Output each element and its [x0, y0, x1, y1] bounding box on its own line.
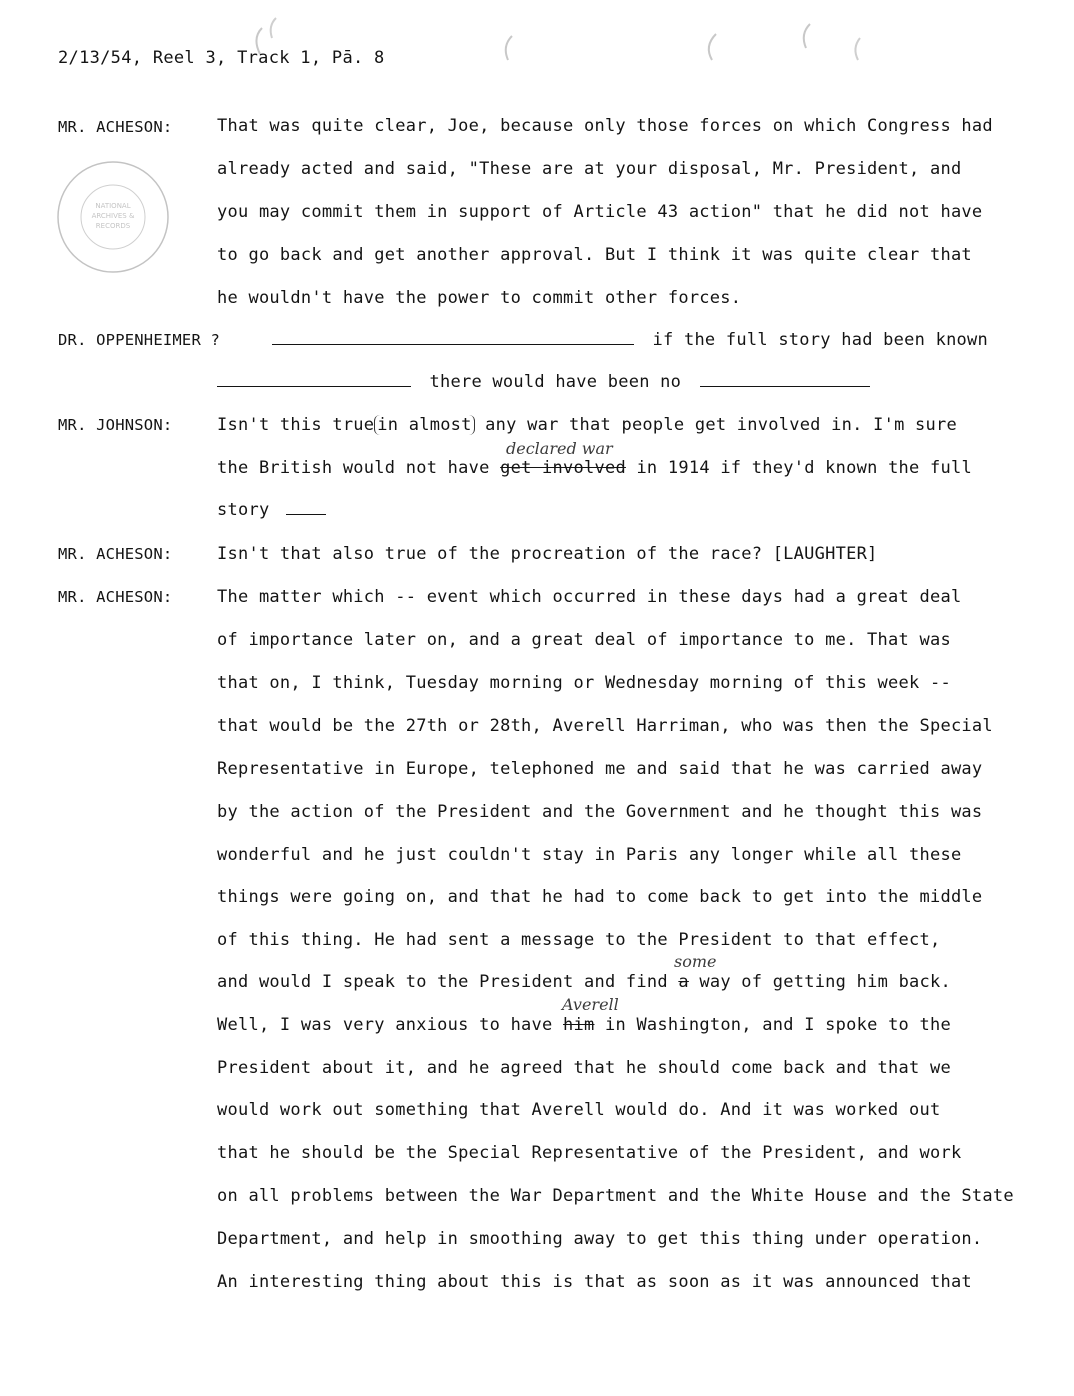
transcript-line: that he should be the Special Representative of the President, and work [217, 1143, 962, 1163]
handwritten-annotation: some [674, 952, 717, 971]
transcript-line: would work out something that Averell would do. And it was worked out [217, 1100, 941, 1120]
line-text: there would have been no [429, 372, 682, 392]
circled-text: in almost [374, 415, 474, 435]
transcript-line: already acted and said, "These are at your disposal, Mr. President, and [217, 159, 962, 179]
page-header: 2/13/54, Reel 3, Track 1, Pā. 8 [58, 48, 385, 68]
struck-text: him [563, 1015, 595, 1035]
line-text: any war that people get involved in. I'm sure [485, 415, 957, 435]
handwritten-annotation: Averell [562, 995, 619, 1014]
struck-text: get involved [500, 458, 626, 478]
line-text: Well, I was very anxious to have [217, 1015, 553, 1035]
transcript-line [272, 330, 988, 350]
speaker-label: MR. ACHESON: [58, 588, 173, 606]
transcript-line: wonderful and he just couldn't stay in Paris any longer while all these [217, 845, 962, 865]
blank-line [700, 372, 870, 387]
transcript-line: of importance later on, and a great deal of importance to me. That was [217, 630, 951, 650]
svg-text:RECORDS: RECORDS [95, 222, 131, 230]
transcript-line: An interesting thing about this is that as soon as it was announced that [217, 1272, 972, 1292]
transcript-line: that on, I think, Tuesday morning or Wednesday morning of this week -- [217, 673, 951, 693]
transcript-line: you may commit them in support of Article 43 action" that he did not have [217, 202, 983, 222]
transcript-line: The matter which -- event which occurred in these days had a great deal [217, 587, 962, 607]
blank-line [272, 330, 634, 345]
transcript-line: That was quite clear, Joe, because only those forces on which Congress had [217, 116, 993, 136]
svg-text:ARCHIVES &: ARCHIVES & [91, 212, 135, 220]
transcript-line: Department, and help in smoothing away to get this thing under operation. [217, 1229, 983, 1249]
line-text: if the full story had been known [652, 330, 989, 350]
line-text: in 1914 if they'd known the full [636, 458, 972, 478]
transcript-line [217, 972, 951, 992]
line-text: in Washington, and I spoke to the [604, 1015, 951, 1035]
transcript-line [217, 500, 326, 520]
transcript-line: he wouldn't have the power to commit other forces. [217, 288, 742, 308]
speaker-label: DR. OPPENHEIMER ? [58, 331, 221, 349]
blank-line [286, 500, 326, 515]
svg-text:NATIONAL: NATIONAL [95, 202, 131, 210]
transcript-line [217, 415, 957, 435]
transcript-line: Isn't that also true of the procreation of the race? [LAUGHTER] [217, 544, 878, 564]
line-text: and would I speak to the President and find [217, 972, 668, 992]
transcript-line [217, 458, 972, 478]
transcript-line: on all problems between the War Department and the White House and the State [217, 1186, 1014, 1206]
transcript-line: to go back and get another approval. But I think it was quite clear that [217, 245, 972, 265]
transcript-line [217, 1015, 951, 1035]
speaker-label: MR. JOHNSON: [58, 416, 173, 434]
line-text: story [217, 500, 270, 520]
transcript-line: by the action of the President and the Government and he thought this was [217, 802, 983, 822]
transcript-line [217, 372, 870, 392]
archive-stamp [54, 158, 172, 276]
transcript-line: of this thing. He had sent a message to the President to that effect, [217, 930, 941, 950]
blank-line [217, 372, 411, 387]
speaker-label: MR. ACHESON: [58, 545, 173, 563]
speaker-label: MR. ACHESON: [58, 118, 173, 136]
line-text: way of getting him back. [699, 972, 951, 992]
line-text: Isn't this true [217, 415, 375, 435]
line-text: the British would not have [217, 458, 490, 478]
handwritten-annotation: declared war [506, 439, 613, 458]
transcript-line: President about it, and he agreed that he should come back and that we [217, 1058, 951, 1078]
transcript-line: Representative in Europe, telephoned me and said that he was carried away [217, 759, 983, 779]
struck-text: a [678, 972, 689, 992]
transcript-line: things were going on, and that he had to come back to get into the middle [217, 887, 983, 907]
transcript-line: that would be the 27th or 28th, Averell Harriman, who was then the Special [217, 716, 993, 736]
